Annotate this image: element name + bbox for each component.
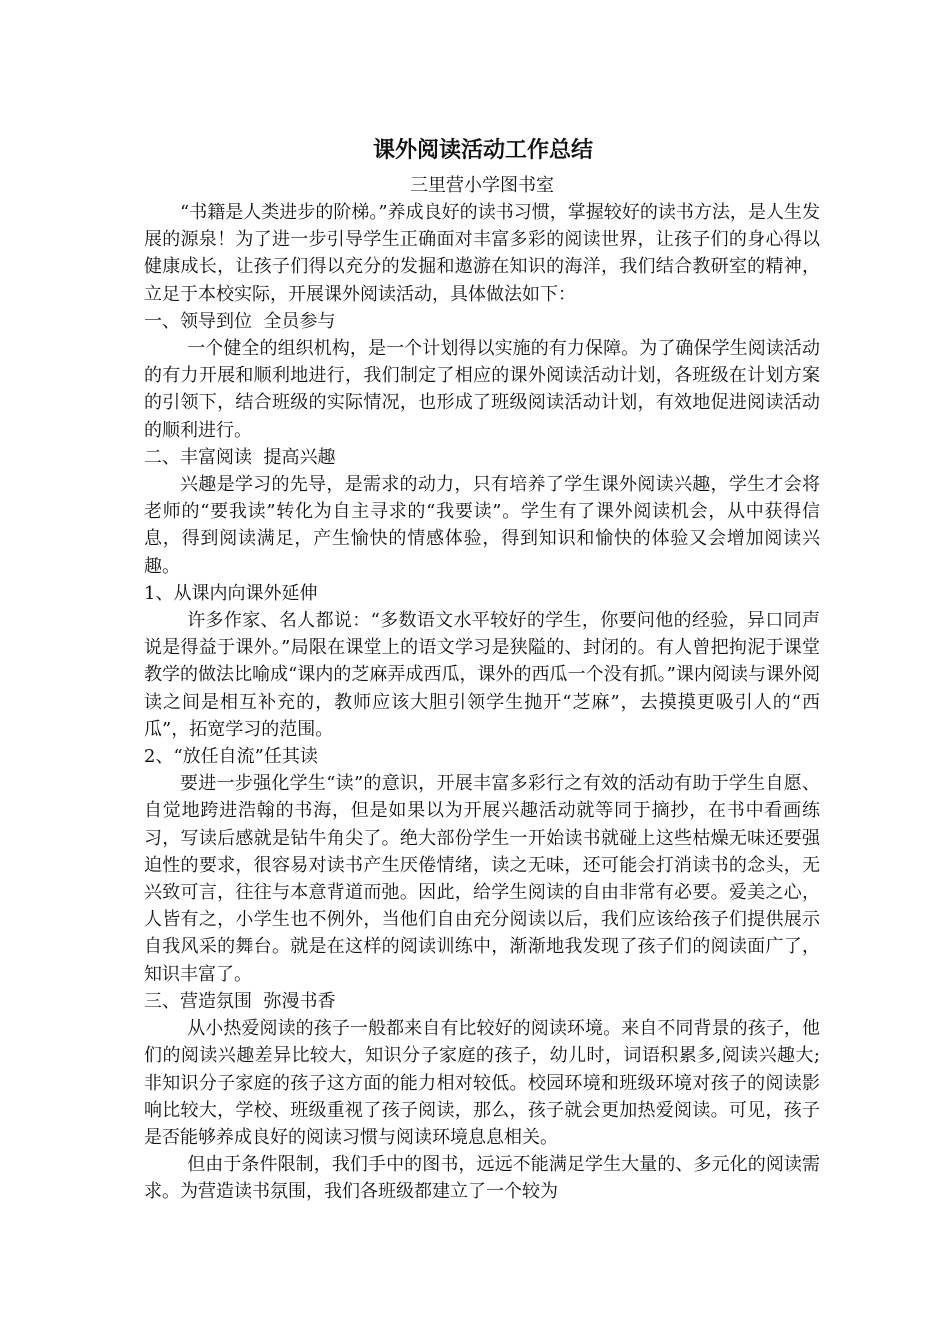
section1-paragraph: 一个健全的组织机构，是一个计划得以实施的有力保障。为了确保学生阅读活动的有力开展和顺利地进行，我们制定了相应的课外阅读活动计划，各班级在计划方案的引领下，结合班级的实际情况，也形成了班级阅读活动计划，有效地促进阅读活动的顺利进行。 [144,338,820,441]
section3-paragraph-1: 从小热爱阅读的孩子一般都来自有比较好的阅读环境。来自不同背景的孩子，他们的阅读兴趣差异比较大，知识分子家庭的孩子，幼儿时，词语积累多,阅读兴趣大;非知识分子家庭的孩子这方面的能力相对较低。校园环境和班级环境对孩子的阅读影响比较大，学校、班级重视了孩子阅读，那么，孩子就会更加热爱阅读。可见，孩子是否能够养成良好的阅读习惯与阅读环境息息相关。 [144,1018,820,1148]
sub2-heading: 2、“放任自流”任其读 [144,746,318,768]
section3-paragraph-2: 但由于条件限制，我们手中的图书，远远不能满足学生大量的、多元化的阅读需求。为营造读书氛围，我们各班级都建立了一个较为 [144,1154,820,1203]
intro-paragraph: “书籍是人类进步的阶梯。”养成良好的读书习惯，掌握较好的读书方法，是人生发展的源泉！为了进一步引导学生正确面对丰富多彩的阅读世界，让孩子们的身心得以健康成长，让孩子们得以充分的发掘和遨游在知识的海洋，我们结合教研室的精神，立足于本校实际，开展课外阅读活动，具体做法如下： [144,202,820,305]
section3-heading: 三、营造氛围 弥漫书香 [144,990,336,1012]
document-subtitle: 三里营小学图书室 [410,175,554,196]
document-title: 课外阅读活动工作总结 [372,137,593,163]
section2-heading: 二、丰富阅读 提高兴趣 [144,446,336,468]
document-page [144,128,820,1206]
sub1-paragraph: 许多作家、名人都说：“多数语文水平较好的学生，你要问他的经验，异口同声说是得益于课外。”局限在课堂上的语文学习是狭隘的、封闭的。有人曾把拘泥于课堂教学的做法比喻成“课内的芝麻弄成西瓜，课外的西瓜一个没有抓。”课内阅读与课外阅读之间是相互补充的，教师应该大胆引领学生抛开“芝麻”，去摸摸更吸引人的“西瓜”，拓宽学习的范围。 [144,610,820,740]
sub2-paragraph: 要进一步强化学生“读”的意识，开展丰富多彩行之有效的活动有助于学生自愿、自觉地跨进浩翰的书海，但是如果以为开展兴趣活动就等同于摘抄，在书中看画练习，写读后感就是钻牛角尖了。绝大部份学生一开始读书就碰上这些枯燥无味还要强迫性的要求，很容易对读书产生厌倦情绪，读之无味，还可能会打消读书的念头，无兴致可言，往往与本意背道而弛。因此，给学生阅读的自由非常有必要。爱美之心，人皆有之，小学生也不例外，当他们自由充分阅读以后，我们应该给孩子们提供展示自我风采的舞台。就是在这样的阅读训练中，渐渐地我发现了孩子们的阅读面广了，知识丰富了。 [144,773,820,985]
section1-heading: 一、领导到位 全员参与 [144,310,336,332]
sub1-heading: 1、从课内向课外延伸 [144,582,318,604]
section2-paragraph: 兴趣是学习的先导，是需求的动力，只有培养了学生课外阅读兴趣，学生才会将老师的“要我读”转化为自主寻求的“我要读”。学生有了课外阅读机会，从中获得信息，得到阅读满足，产生愉快的情感体验，得到知识和愉快的体验又会增加阅读兴趣。 [144,474,820,577]
